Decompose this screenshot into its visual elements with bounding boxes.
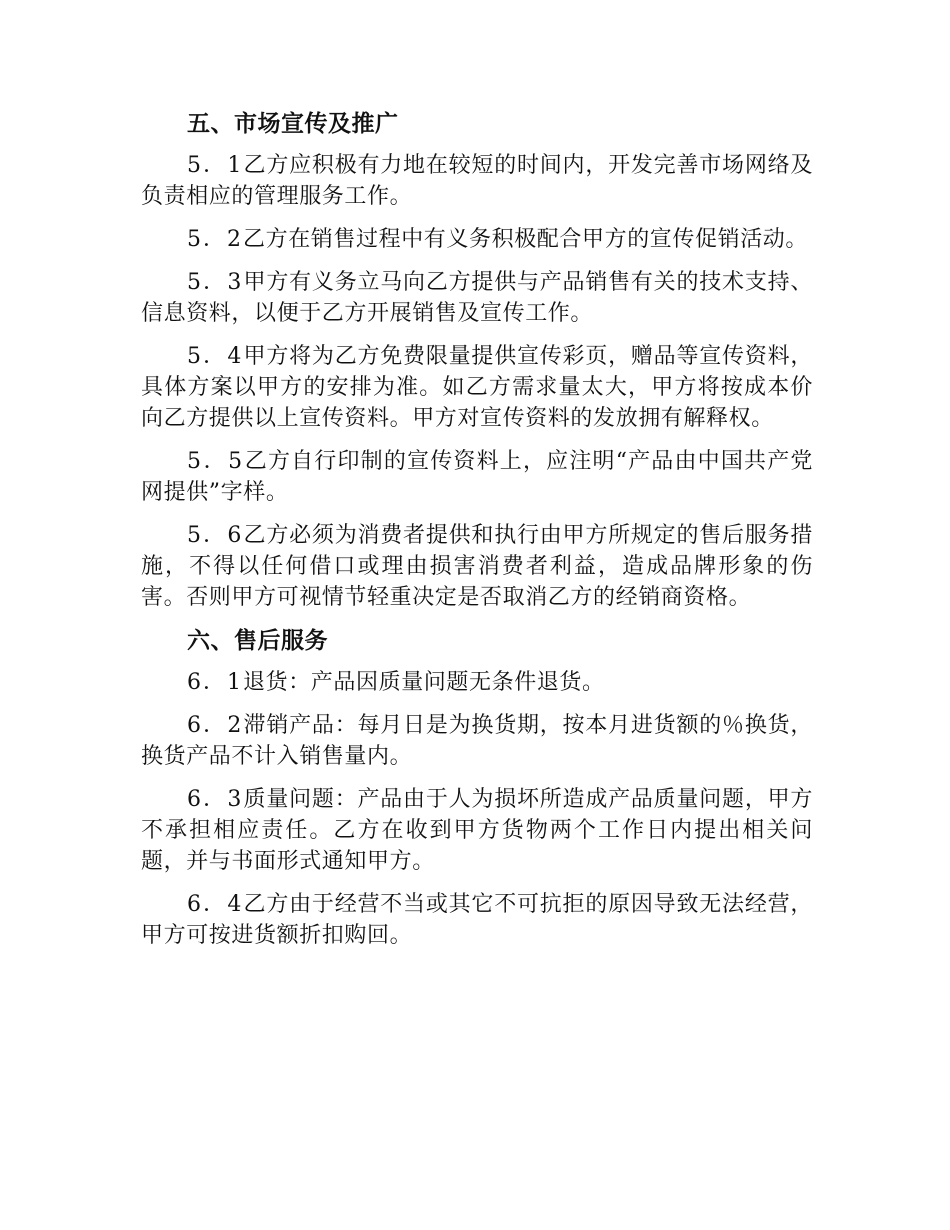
clause-text: 甲方有义务立马向乙方提供与产品销售有关的技术支持、信息资料，以便于乙方开展销售及宣传工作。 — [141, 270, 813, 326]
clause-number: 5．5 — [187, 449, 245, 474]
clause-number: 6．1 — [187, 670, 243, 695]
section-heading: 五、市场宣传及推广 — [187, 111, 399, 137]
clause-5-6 — [141, 520, 813, 613]
clause-6-3 — [141, 784, 813, 877]
clause-5-3 — [141, 267, 813, 329]
clause-text: 乙方应积极有力地在较短的时间内，开发完善市场网络及负责相应的管理服务工作。 — [141, 153, 813, 209]
clause-text: 乙方在销售过程中有义务积极配合甲方的宣传促销活动。 — [243, 227, 809, 252]
section-market-promotion — [141, 108, 813, 613]
clause-number: 6．4 — [187, 892, 244, 917]
clause-text: 退货：产品因质量问题无条件退货。 — [243, 670, 605, 695]
clause-6-4 — [141, 889, 813, 951]
clause-text: 甲方将为乙方免费限量提供宣传彩页，赠品等宣传资料，具体方案以甲方的安排为准。如乙方需求量太大，甲方将按成本价向乙方提供以上宣传资料。甲方对宣传资料的发放拥有解释权。 — [141, 344, 813, 431]
clause-5-5 — [141, 446, 813, 508]
clause-text: 乙方必须为消费者提供和执行由甲方所规定的售后服务措施，不得以任何借口或理由损害消费者利益，造成品牌形象的伤害。否则甲方可视情节轻重决定是否取消乙方的经销商资格。 — [141, 523, 813, 610]
clause-number: 5．4 — [187, 344, 244, 369]
clause-number: 5．1 — [187, 153, 244, 178]
clause-6-2 — [141, 710, 813, 772]
clause-number: 6．2 — [187, 713, 244, 738]
clause-5-1 — [141, 150, 813, 212]
clause-text: 乙方自行印制的宣传资料上，应注明“产品由中国共产党网提供”字样。 — [141, 449, 814, 505]
clause-number: 5．3 — [187, 270, 244, 295]
clause-6-1 — [141, 667, 813, 698]
document-body — [141, 108, 813, 963]
section-after-sales-service — [141, 625, 813, 951]
clause-5-4 — [141, 341, 813, 434]
clause-number: 5．6 — [187, 523, 244, 548]
clause-text: 质量问题：产品由于人为损坏所造成产品质量问题，甲方不承担相应责任。乙方在收到甲方货物两个工作日内提出相关问题，并与书面形式通知甲方。 — [141, 787, 813, 874]
clause-number: 6．3 — [187, 787, 244, 812]
clause-text: 滞销产品：每月日是为换货期，按本月进货额的％换货，换货产品不计入销售量内。 — [141, 713, 813, 769]
clause-text: 乙方由于经营不当或其它不可抗拒的原因导致无法经营，甲方可按进货额折扣购回。 — [141, 892, 813, 948]
clause-5-2 — [141, 224, 813, 255]
clause-number: 5．2 — [187, 227, 243, 252]
section-heading: 六、售后服务 — [187, 628, 328, 654]
